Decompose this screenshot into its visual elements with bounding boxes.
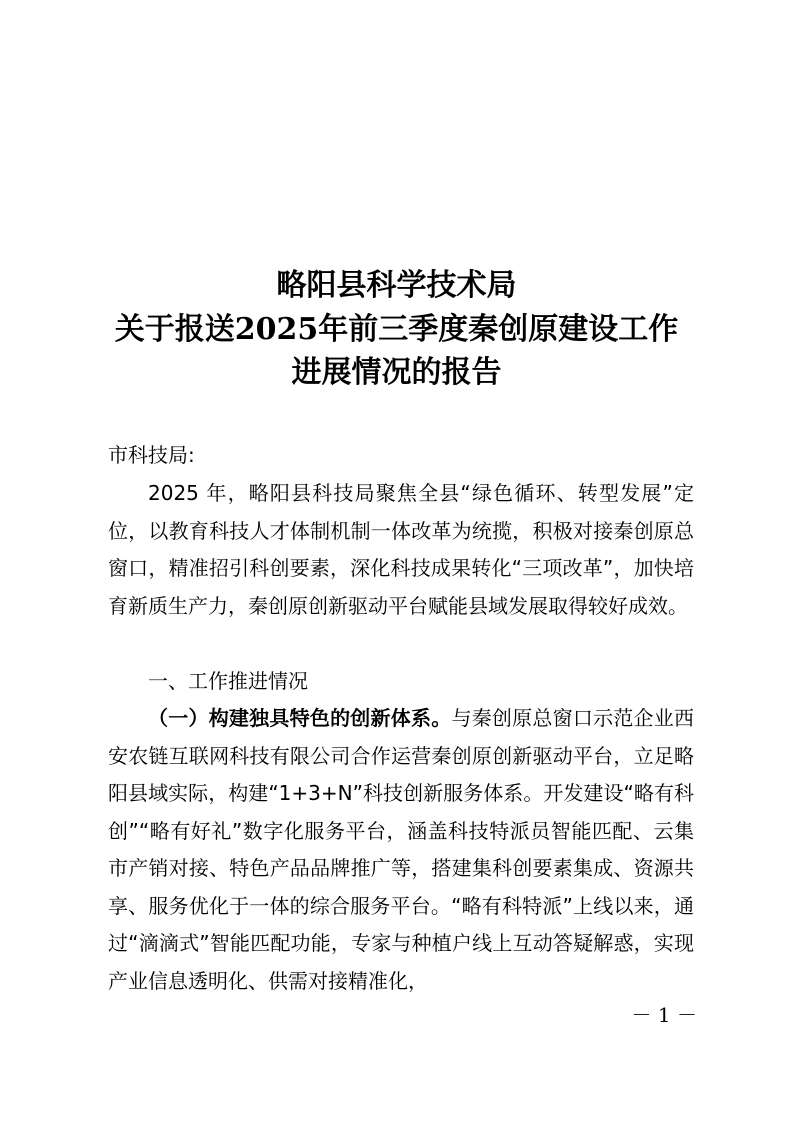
title-line-1: 略阳县科学技术局 <box>276 268 517 303</box>
page-number: － 1 － <box>631 1003 697 1027</box>
section-1-sub-1 <box>108 700 694 1000</box>
title-line-2: 关于报送2025年前三季度秦创原建设工作 <box>114 312 679 347</box>
section-1-paragraph <box>108 700 694 1000</box>
intro-paragraph <box>108 475 694 625</box>
section-1-heading: 一、工作推进情况 <box>148 669 308 693</box>
intro-text: 2025 年，略阳县科技局聚焦全县“绿色循环、转型发展”定位，以教育科技人才体制机制一体改革为统揽，积极对接秦创原总窗口，精准招引科创要素，深化科技成果转化“三项改革”，加快培育新质生产力，秦创原创新驱动平台赋能县域发展取得较好成效。 <box>108 481 694 618</box>
sub-1-heading: （一）构建独具特色的创新体系。 <box>148 706 452 730</box>
title-line-3: 进展情况的报告 <box>291 355 502 390</box>
salutation: 市科技局: <box>108 443 195 467</box>
sub-1-text: 与秦创原总窗口示范企业西安农链互联网科技有限公司合作运营秦创原创新驱动平台，立足略阳县域实际，构建“1+3+N”科技创新服务体系。开发建设“略有科创”“略有好礼”数字化服务平台，涵盖科技特派员智能匹配、云集市产销对接、特色产品品牌推广等，搭建集科创要素集成、资源共享、服务优化于一体的综合服务平台。“略有科特派”上线以来，通过“滴滴式”智能匹配功能，专家与种植户线上互动答疑解惑，实现产业信息透明化、供需对接精准化， <box>108 706 695 993</box>
